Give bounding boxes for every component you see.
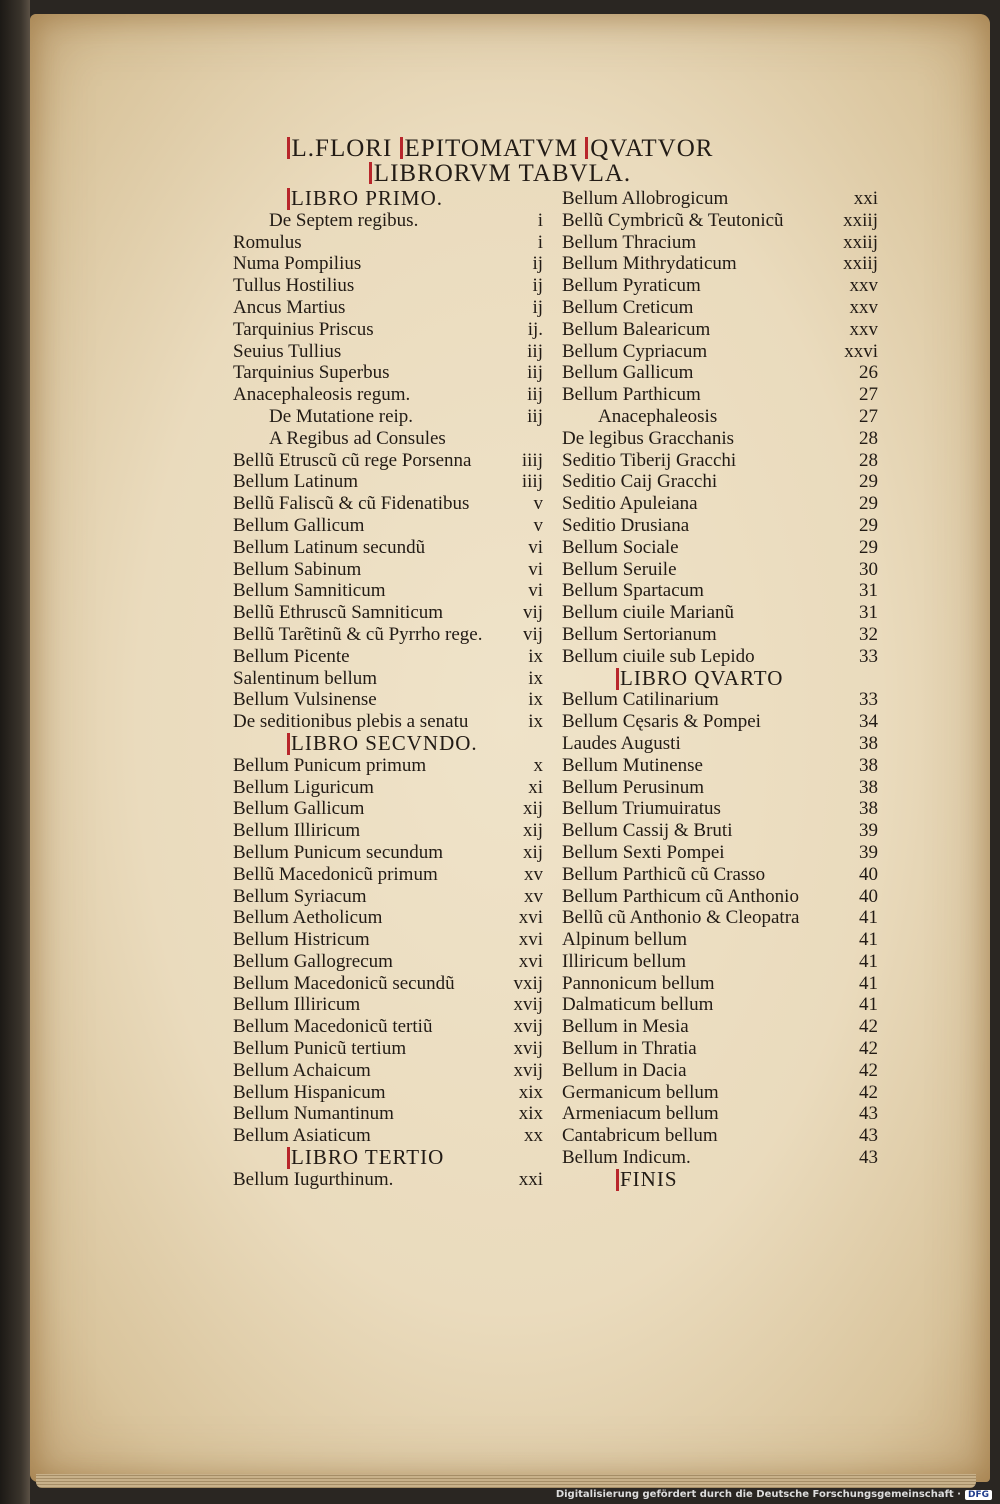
entry-title: Seditio Drusiana	[562, 514, 690, 536]
toc-entry	[562, 994, 878, 1016]
folio-number: 27	[859, 384, 878, 406]
folio-number: xxiij	[843, 253, 878, 275]
entry-title: Bellum Numantinum	[233, 1103, 394, 1125]
toc-entry	[233, 297, 543, 319]
folio-number: xvij	[513, 1038, 543, 1060]
entry-title: Bellum Parthicum cũ Anthonio	[562, 885, 799, 907]
folio-number: 43	[859, 1125, 878, 1147]
folio-number: 27	[859, 405, 878, 427]
entry-title: Bellum Mithrydaticum	[562, 253, 737, 275]
entry-title: Bellum Illiricum	[233, 820, 361, 842]
toc-entry	[562, 297, 878, 319]
folio-number: xvij	[513, 1016, 543, 1038]
toc-entry	[233, 406, 543, 428]
entry-title: Bellum Gallogrecum	[233, 950, 393, 972]
entry-title: Bellum Liguricum	[233, 776, 374, 798]
toc-entry	[562, 341, 878, 363]
folio-number: 39	[859, 841, 878, 863]
toc-entry	[233, 624, 543, 646]
entry-title: Bellũ Cymbricũ & Teutonicũ	[562, 209, 784, 231]
toc-entry	[562, 733, 878, 755]
toc-entry	[233, 537, 543, 559]
folio-number: 26	[859, 362, 878, 384]
entry-title: Bellum Punicum secundum	[233, 841, 444, 863]
toc-entry	[233, 668, 543, 690]
entry-title: Bellum Balearicum	[562, 318, 711, 340]
folio-number: i	[537, 231, 543, 253]
folio-number: 32	[859, 623, 878, 645]
entry-title: Bellum Seruile	[562, 558, 677, 580]
toc-entry	[562, 1103, 878, 1125]
toc-entry	[233, 275, 543, 297]
entry-title: A Regibus ad Consules	[269, 427, 446, 449]
entry-title: Laudes Augusti	[562, 732, 681, 754]
folio-number: 28	[859, 427, 878, 449]
folio-number: 41	[859, 972, 878, 994]
entry-title: Seditio Tiberij Gracchi	[562, 449, 737, 471]
entry-title: Seditio Caij Gracchi	[562, 471, 718, 493]
entry-title: Bellum Histricum	[233, 929, 370, 951]
rubric-mark	[616, 668, 619, 690]
rubric-mark	[585, 137, 588, 159]
folio-number: 38	[859, 754, 878, 776]
entry-title: Bellum Gallicum	[233, 798, 365, 820]
toc-entry	[562, 471, 878, 493]
entry-title: Armeniacum bellum	[562, 1103, 719, 1125]
folio-number: ix	[528, 645, 543, 667]
toc-entry	[233, 232, 543, 254]
toc-entry	[233, 864, 543, 886]
folio-number: iiij	[521, 449, 543, 471]
toc-entry	[233, 1038, 543, 1060]
folio-number: vi	[528, 536, 543, 558]
toc-entry	[233, 580, 543, 602]
entry-title: Bellum ciuile Marianũ	[562, 602, 735, 624]
toc-entry	[562, 864, 878, 886]
entry-title: Bellum Indicum.	[562, 1147, 691, 1169]
book-heading	[233, 730, 543, 755]
folio-number: xvi	[518, 907, 543, 929]
folio-number: xvij	[513, 994, 543, 1016]
toc-entry	[233, 1169, 543, 1191]
toc-entry	[562, 886, 878, 908]
toc-entry	[233, 428, 543, 450]
folio-number: 34	[859, 711, 878, 733]
folio-number: xvi	[518, 929, 543, 951]
folio-number: xij	[522, 820, 543, 842]
entry-title: Bellum Gallicum	[233, 514, 365, 536]
toc-entry	[233, 450, 543, 472]
entry-title: De Mutatione reip.	[269, 405, 414, 427]
entry-title: Bellum Triumuiratus	[562, 798, 721, 820]
toc-entry	[233, 842, 543, 864]
entry-title: Bellũ cũ Anthonio & Cleopatra	[562, 907, 800, 929]
folio-number: 40	[859, 863, 878, 885]
toc-entry	[562, 406, 878, 428]
entry-title: Bellum Gallicum	[562, 362, 694, 384]
folio-number: 41	[859, 929, 878, 951]
entry-title: Bellum Parthicum	[562, 384, 701, 406]
toc-entry	[562, 188, 878, 210]
folio-number: xxi	[518, 1168, 543, 1190]
toc-entry	[562, 210, 878, 232]
toc-entry	[562, 1016, 878, 1038]
book-heading	[562, 1166, 878, 1191]
folio-number: 42	[859, 1038, 878, 1060]
toc-entry	[233, 907, 543, 929]
folio-number: 29	[859, 514, 878, 536]
entry-title: Bellum Macedonicũ secundũ	[233, 972, 455, 994]
entry-title: Bellum ciuile sub Lepido	[562, 645, 755, 667]
digitization-credit: Digitalisierung gefördert durch die Deutsche Forschungsgemeinschaft · DFG	[556, 1489, 992, 1500]
folio-number: 42	[859, 1081, 878, 1103]
entry-title: Bellum Spartacum	[562, 580, 704, 602]
folio-number: xij	[522, 841, 543, 863]
folio-number: xv	[524, 863, 543, 885]
rubric-mark	[287, 733, 290, 755]
folio-number: iiij	[521, 471, 543, 493]
toc-entry	[233, 1125, 543, 1147]
folio-number: ij	[532, 296, 543, 318]
entry-title: Tarquinius Priscus	[233, 318, 374, 340]
rubric-mark	[616, 1169, 619, 1191]
folio-number: 38	[859, 798, 878, 820]
folio-number: vxij	[513, 972, 543, 994]
entry-title: Bellum Picente	[233, 645, 350, 667]
entry-title: Bellum Samniticum	[233, 580, 386, 602]
folio-number: ix	[528, 667, 543, 689]
folio-number: iij	[527, 405, 543, 427]
folio-number: xix	[518, 1081, 543, 1103]
entry-title: Ancus Martius	[233, 296, 346, 318]
entry-title: Bellum Cęsaris & Pompei	[562, 711, 761, 733]
folio-number: xxi	[853, 188, 878, 209]
entry-title: Bellum Cypriacum	[562, 340, 708, 362]
toc-entry	[562, 559, 878, 581]
folio-number: iij	[527, 384, 543, 406]
entry-title: Alpinum bellum	[562, 929, 688, 951]
entry-title: Bellum Macedonicũ tertiũ	[233, 1016, 433, 1038]
entry-title: Germanicum bellum	[562, 1081, 719, 1103]
toc-entry	[233, 646, 543, 668]
folio-number: 41	[859, 994, 878, 1016]
entry-title: Bellum Creticum	[562, 296, 694, 318]
toc-entry	[233, 951, 543, 973]
toc-entry	[562, 1082, 878, 1104]
folio-number: 38	[859, 776, 878, 798]
dfg-logo: DFG	[965, 1490, 992, 1500]
toc-entry	[233, 973, 543, 995]
rubric-mark	[287, 137, 290, 159]
toc-entry	[233, 384, 543, 406]
book-heading	[233, 188, 543, 210]
entry-title: Illiricum bellum	[562, 950, 687, 972]
entry-title: Bellum Parthicũ cũ Crasso	[562, 863, 766, 885]
entry-title: Bellũ Ethruscũ Samniticum	[233, 602, 444, 624]
folio-number: x	[533, 754, 543, 776]
folio-number: 29	[859, 536, 878, 558]
entry-title: LIBRO SECVNDO.	[291, 730, 478, 755]
folio-number: vi	[528, 580, 543, 602]
folio-number: xxv	[849, 296, 878, 318]
title-line-1: L.FLORI EPITOMATVM QVATVOR	[0, 135, 1000, 163]
folio-number: 40	[859, 885, 878, 907]
toc-entry	[562, 951, 878, 973]
folio-number: 29	[859, 471, 878, 493]
folio-number: 42	[859, 1059, 878, 1081]
entry-title: Numa Pompilius	[233, 253, 362, 275]
entry-title: Bellum Sexti Pompei	[562, 841, 725, 863]
toc-entry	[562, 777, 878, 799]
toc-entry	[562, 362, 878, 384]
folio-number: v	[533, 514, 543, 536]
folio-number: ix	[528, 689, 543, 711]
folio-number: 33	[859, 645, 878, 667]
toc-entry	[562, 907, 878, 929]
entry-title: Bellum Mutinense	[562, 754, 703, 776]
toc-entry	[233, 319, 543, 341]
entry-title: LIBRO QVARTO	[620, 665, 784, 690]
toc-entry	[233, 559, 543, 581]
folio-number: xvi	[518, 950, 543, 972]
toc-entry	[562, 820, 878, 842]
toc-entry	[233, 253, 543, 275]
folio-number: 41	[859, 907, 878, 929]
folio-number: xxvi	[844, 340, 878, 362]
toc-entry	[233, 711, 543, 733]
toc-entry	[562, 537, 878, 559]
entry-title: Bellũ Tarẽtinũ & cũ Pyrrho rege.	[233, 623, 483, 645]
folio-number: xxv	[849, 318, 878, 340]
entry-title: Bellum Achaicum	[233, 1059, 371, 1081]
toc-entry	[233, 515, 543, 537]
toc-entry	[562, 929, 878, 951]
toc-entry	[562, 384, 878, 406]
rubric-mark	[287, 1147, 290, 1169]
toc-entry	[562, 798, 878, 820]
entry-title: Anacephaleosis regum.	[233, 384, 411, 406]
toc-entry	[233, 602, 543, 624]
entry-title: Bellum Latinum	[233, 471, 359, 493]
entry-title: Salentinum bellum	[233, 667, 378, 689]
folio-number: 39	[859, 820, 878, 842]
entry-title: Bellum Punicum primum	[233, 754, 427, 776]
folio-number: 43	[859, 1147, 878, 1169]
entry-title: Bellum Iugurthinum.	[233, 1168, 394, 1190]
folio-number: vi	[528, 558, 543, 580]
toc-entry	[562, 319, 878, 341]
folio-number: 43	[859, 1103, 878, 1125]
entry-title: FINIS	[620, 1166, 678, 1191]
rubric-mark	[400, 137, 403, 159]
folio-number: vij	[522, 602, 543, 624]
toc-entry	[562, 624, 878, 646]
toc-entry	[233, 994, 543, 1016]
folio-number: 42	[859, 1016, 878, 1038]
toc-entry	[233, 362, 543, 384]
entry-title: LIBRO PRIMO.	[291, 186, 444, 210]
toc-entry	[233, 929, 543, 951]
entry-title: De seditionibus plebis a senatu	[233, 711, 469, 733]
toc-entry	[233, 493, 543, 515]
folio-number: vij	[522, 623, 543, 645]
book-heading	[233, 1147, 543, 1169]
entry-title: Cantabricum bellum	[562, 1125, 718, 1147]
toc-entry	[562, 232, 878, 254]
entry-title: Romulus	[233, 231, 302, 253]
toc-right-column	[562, 188, 878, 1191]
toc-entry	[562, 428, 878, 450]
entry-title: Bellum Aetholicum	[233, 907, 383, 929]
folio-number: 28	[859, 449, 878, 471]
entry-title: Bellum Sociale	[562, 536, 679, 558]
entry-title: Anacephaleosis	[598, 405, 718, 427]
entry-title: Bellum Catilinarium	[562, 689, 719, 711]
entry-title: Bellum Thracium	[562, 231, 697, 253]
toc-entry	[233, 755, 543, 777]
entry-title: Bellum Hispanicum	[233, 1081, 386, 1103]
entry-title: Bellum in Thratia	[562, 1038, 697, 1060]
toc-entry	[562, 515, 878, 537]
entry-title: Bellum Punicũ tertium	[233, 1038, 407, 1060]
toc-entry	[233, 689, 543, 711]
toc-entry	[562, 1060, 878, 1082]
folio-number: ix	[528, 711, 543, 733]
entry-title: Bellum Latinum secundũ	[233, 536, 426, 558]
rubric-mark	[287, 188, 290, 210]
toc-entry	[562, 711, 878, 733]
toc-entry	[233, 777, 543, 799]
entry-title: Bellum Cassij & Bruti	[562, 820, 733, 842]
folio-number: xi	[528, 776, 543, 798]
entry-title: Seditio Apuleiana	[562, 493, 698, 515]
toc-entry	[233, 1082, 543, 1104]
toc-entry	[233, 1103, 543, 1125]
folio-number: iij	[527, 340, 543, 362]
toc-entry	[562, 450, 878, 472]
folio-number: v	[533, 493, 543, 515]
page-edges	[36, 1474, 976, 1488]
entry-title: De legibus Gracchanis	[562, 427, 734, 449]
toc-entry	[562, 580, 878, 602]
toc-entry	[562, 646, 878, 668]
toc-entry	[562, 253, 878, 275]
entry-title: Bellum Asiaticum	[233, 1125, 371, 1147]
toc-entry	[233, 1016, 543, 1038]
toc-entry	[562, 842, 878, 864]
toc-entry	[233, 210, 543, 232]
entry-title: Bellũ Etruscũ cũ rege Porsenna	[233, 449, 472, 471]
folio-number: xix	[518, 1103, 543, 1125]
book-spine	[0, 0, 30, 1504]
toc-left-column	[233, 188, 543, 1191]
folio-number: xx	[524, 1125, 543, 1147]
folio-number: 31	[859, 602, 878, 624]
folio-number: 33	[859, 689, 878, 711]
toc-entry	[233, 820, 543, 842]
entry-title: Tullus Hostilius	[233, 275, 355, 297]
folio-number: xxiij	[843, 209, 878, 231]
folio-number: ij.	[527, 318, 543, 340]
folio-number: ij	[532, 275, 543, 297]
toc-entry	[562, 1038, 878, 1060]
folio-number: xxv	[849, 275, 878, 297]
entry-title: Pannonicum bellum	[562, 972, 715, 994]
folio-number: xv	[524, 885, 543, 907]
toc-entry	[562, 1125, 878, 1147]
toc-entry	[233, 471, 543, 493]
folio-number: 29	[859, 493, 878, 515]
toc-entry	[233, 798, 543, 820]
book-heading	[562, 665, 878, 690]
folio-number: 38	[859, 732, 878, 754]
toc-entry	[233, 1060, 543, 1082]
toc-entry	[562, 973, 878, 995]
folio-number: ij	[532, 253, 543, 275]
folio-number: i	[537, 209, 543, 231]
entry-title: Seuius Tullius	[233, 340, 342, 362]
folio-number: 30	[859, 558, 878, 580]
toc-entry	[562, 1147, 878, 1169]
entry-title: Bellum Perusinum	[562, 776, 704, 798]
folio-number: 31	[859, 580, 878, 602]
entry-title: De Septem regibus.	[269, 209, 419, 231]
rubric-mark	[369, 162, 372, 184]
toc-entry	[562, 689, 878, 711]
entry-title: Tarquinius Superbus	[233, 362, 390, 384]
toc-entry	[562, 755, 878, 777]
folio-number: xij	[522, 798, 543, 820]
entry-title: LIBRO TERTIO	[291, 1145, 445, 1170]
folio-number: xxiij	[843, 231, 878, 253]
entry-title: Bellum Illiricum	[233, 994, 361, 1016]
toc-entry	[233, 341, 543, 363]
toc-entry	[233, 886, 543, 908]
entry-title: Dalmaticum bellum	[562, 994, 714, 1016]
entry-title: Bellum in Dacia	[562, 1059, 687, 1081]
entry-title: Bellũ Macedonicũ primum	[233, 863, 438, 885]
entry-title: Bellum Sertorianum	[562, 623, 717, 645]
title-line-2: LIBRORVM TABVLA.	[0, 160, 1000, 188]
entry-title: Bellum Vulsinense	[233, 689, 377, 711]
entry-title: Bellum Syriacum	[233, 885, 367, 907]
entry-title: Bellum Allobrogicum	[562, 188, 729, 209]
entry-title: Bellum Pyraticum	[562, 275, 701, 297]
toc-entry	[562, 493, 878, 515]
entry-title: Bellum Sabinum	[233, 558, 362, 580]
folio-number: 41	[859, 950, 878, 972]
entry-title: Bellũ Faliscũ & cũ Fidenatibus	[233, 493, 470, 515]
folio-number: iij	[527, 362, 543, 384]
toc-entry	[562, 275, 878, 297]
toc-entry	[562, 602, 878, 624]
folio-number: xvij	[513, 1059, 543, 1081]
entry-title: Bellum in Mesia	[562, 1016, 689, 1038]
